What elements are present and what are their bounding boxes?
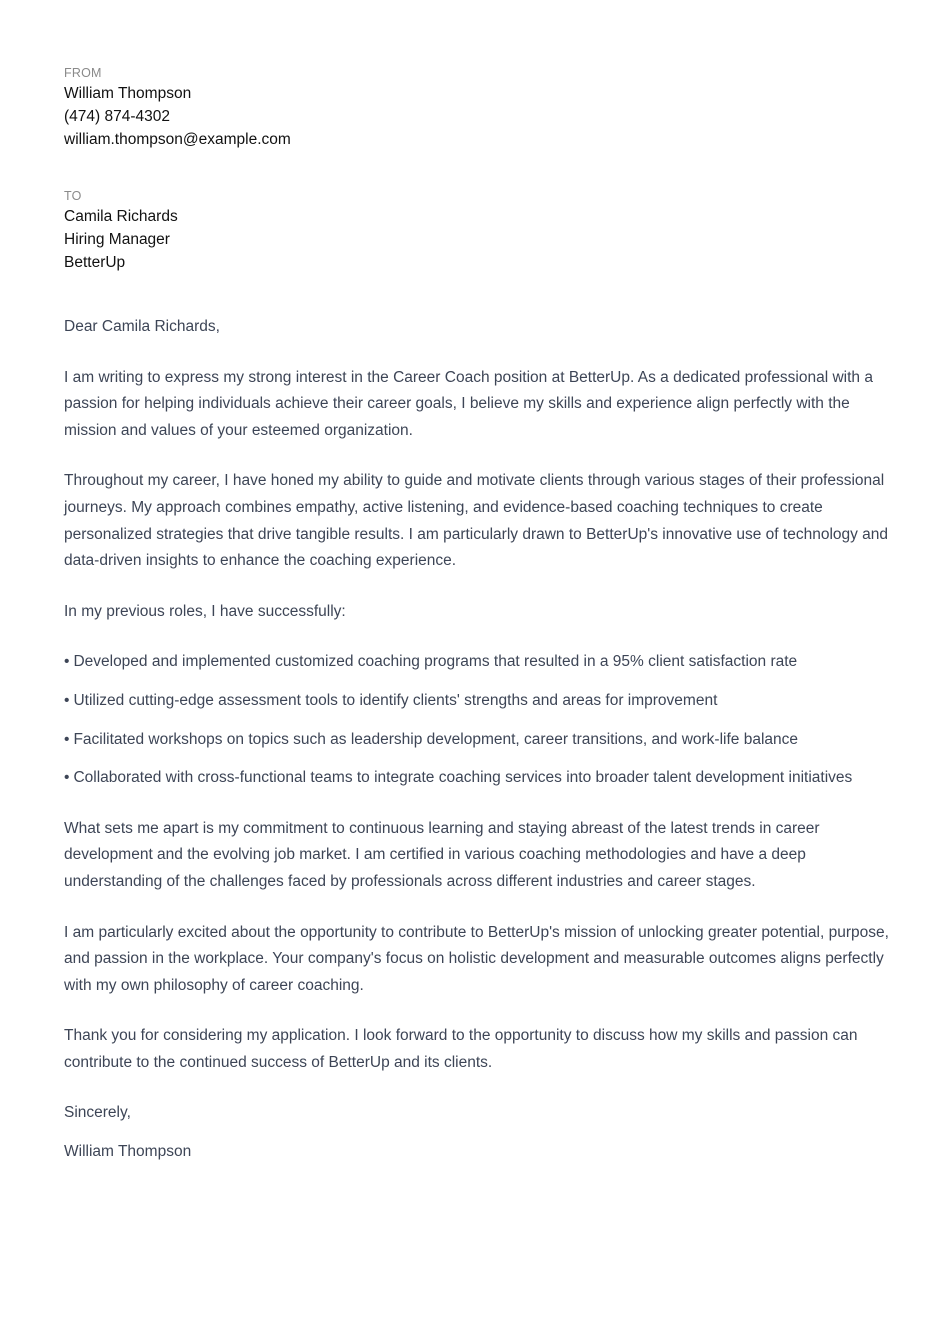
list-item bbox=[64, 649, 896, 676]
greeting: Dear Camila Richards, bbox=[64, 318, 220, 335]
list-item bbox=[64, 765, 896, 792]
achievement-text: Developed and implemented customized coaching programs that resulted in a 95% client satisfaction rate bbox=[73, 653, 798, 671]
paragraph-excitement: I am particularly excited about the opportunity to contribute to BetterUp's mission of unlocking greater potential, purpose, and passion in the workplace. Your company's focus on holistic development and measurable outcomes aligns perfectly with my own philosophy of career coaching. bbox=[64, 923, 889, 994]
cover-letter bbox=[64, 64, 896, 1166]
achievements-list bbox=[64, 649, 896, 791]
paragraph-achievements-lead: In my previous roles, I have successfully: bbox=[64, 602, 346, 620]
paragraph-approach: Throughout my career, I have honed my ability to guide and motivate clients through various stages of their professional journeys. My approach combines empathy, active listening, and evidence-based coaching techniques to create personalized strategies that drive tangible results. I am particularly drawn to BetterUp's innovative use of technology and data-driven insights to enhance the coaching experience. bbox=[64, 472, 889, 570]
sender-phone: (474) 874-4302 bbox=[64, 108, 170, 125]
sender-block bbox=[64, 64, 896, 151]
list-item bbox=[64, 688, 896, 715]
closing: Sincerely, bbox=[64, 1104, 131, 1122]
signature: William Thompson bbox=[64, 1143, 192, 1161]
recipient-name: Camila Richards bbox=[64, 208, 178, 225]
to-label: TO bbox=[64, 189, 82, 203]
sender-email: william.thompson@example.com bbox=[64, 131, 291, 148]
achievement-text: Utilized cutting-edge assessment tools to identify clients' strengths and areas for improvement bbox=[73, 691, 718, 709]
paragraph-differentiator: What sets me apart is my commitment to continuous learning and staying abreast of the latest trends in career development and the evolving job market. I am certified in various coaching methodologies and have a deep understanding of the challenges faced by professionals across different industries and career stages. bbox=[64, 819, 820, 890]
from-label: FROM bbox=[64, 66, 102, 80]
bullet-icon: • bbox=[64, 691, 70, 709]
recipient-company: BetterUp bbox=[64, 254, 126, 271]
paragraph-intro: I am writing to express my strong interest in the Career Coach position at BetterUp. As a dedicated professional with a passion for helping individuals achieve their career goals, I believe my skills and experience align perfectly with the mission and values of your esteemed organization. bbox=[64, 368, 873, 439]
achievement-text: Collaborated with cross-functional teams to integrate coaching services into broader talent development initiatives bbox=[73, 769, 853, 787]
achievement-text: Facilitated workshops on topics such as leadership development, career transitions, and work-life balance bbox=[73, 730, 799, 748]
bullet-icon: • bbox=[64, 769, 70, 787]
recipient-title: Hiring Manager bbox=[64, 231, 170, 248]
letter-body bbox=[64, 314, 896, 1166]
recipient-block bbox=[64, 187, 896, 274]
bullet-icon: • bbox=[64, 730, 70, 748]
paragraph-thanks: Thank you for considering my application. I look forward to the opportunity to discuss how my skills and passion can contribute to the continued success of BetterUp and its clients. bbox=[64, 1027, 858, 1071]
sender-name: William Thompson bbox=[64, 85, 192, 102]
list-item bbox=[64, 727, 896, 754]
bullet-icon: • bbox=[64, 653, 70, 671]
